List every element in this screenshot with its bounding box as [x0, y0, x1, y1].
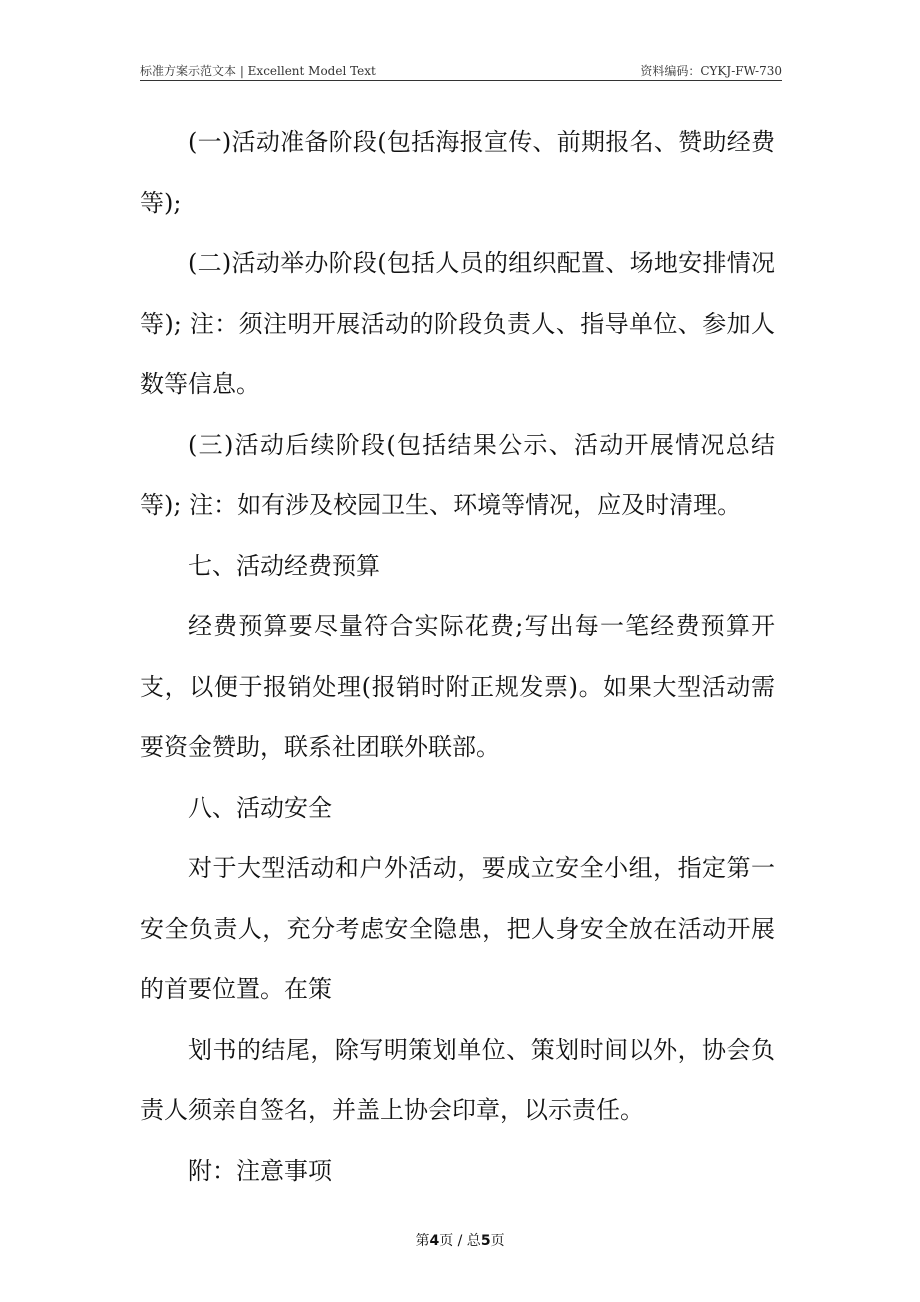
section-heading-safety: 八、活动安全	[188, 793, 332, 822]
paragraph-safety: 对于大型活动和户外活动，要成立安全小组，指定第一安全负责人，充分考虑安全隐患，把人身安全放在活动开展的首要位置。在策	[140, 854, 775, 1003]
footer-prefix: 第	[415, 1233, 430, 1249]
header-title: 标准方案示范文本 | Excellent Model Text	[140, 64, 376, 78]
document-code: 资料编码：CYKJ-FW-730	[640, 64, 782, 78]
paragraph-budget: 经费预算要尽量符合实际花费;写出每一笔经费预算开支，以便于报销处理(报销时附正规发票)。如果大型活动需要资金赞助，联系社团联外联部。	[140, 612, 775, 761]
footer-suffix: 页	[490, 1233, 505, 1249]
total-pages-number: 5	[480, 1233, 491, 1249]
page-header	[140, 58, 782, 81]
document-body	[140, 112, 775, 1201]
page-footer	[0, 1230, 920, 1250]
footer-middle: 页 / 总	[439, 1233, 481, 1249]
paragraph-signature: 划书的结尾，除写明策划单位、策划时间以外，协会负责人须亲自签名，并盖上协会印章，以示责任。	[140, 1035, 775, 1124]
current-page-number: 4	[429, 1233, 440, 1249]
paragraph-hosting-stage: (二)活动举办阶段(包括人员的组织配置、场地安排情况等); 注：须注明开展活动的阶段负责人、指导单位、参加人数等信息。	[140, 249, 775, 398]
section-heading-notes: 附：注意事项	[188, 1156, 332, 1185]
section-heading-budget: 七、活动经费预算	[188, 551, 380, 580]
paragraph-prep-stage: (一)活动准备阶段(包括海报宣传、前期报名、赞助经费等);	[140, 128, 775, 217]
paragraph-followup-stage: (三)活动后续阶段(包括结果公示、活动开展情况总结等); 注：如有涉及校园卫生、环境等情况，应及时清理。	[140, 430, 775, 519]
